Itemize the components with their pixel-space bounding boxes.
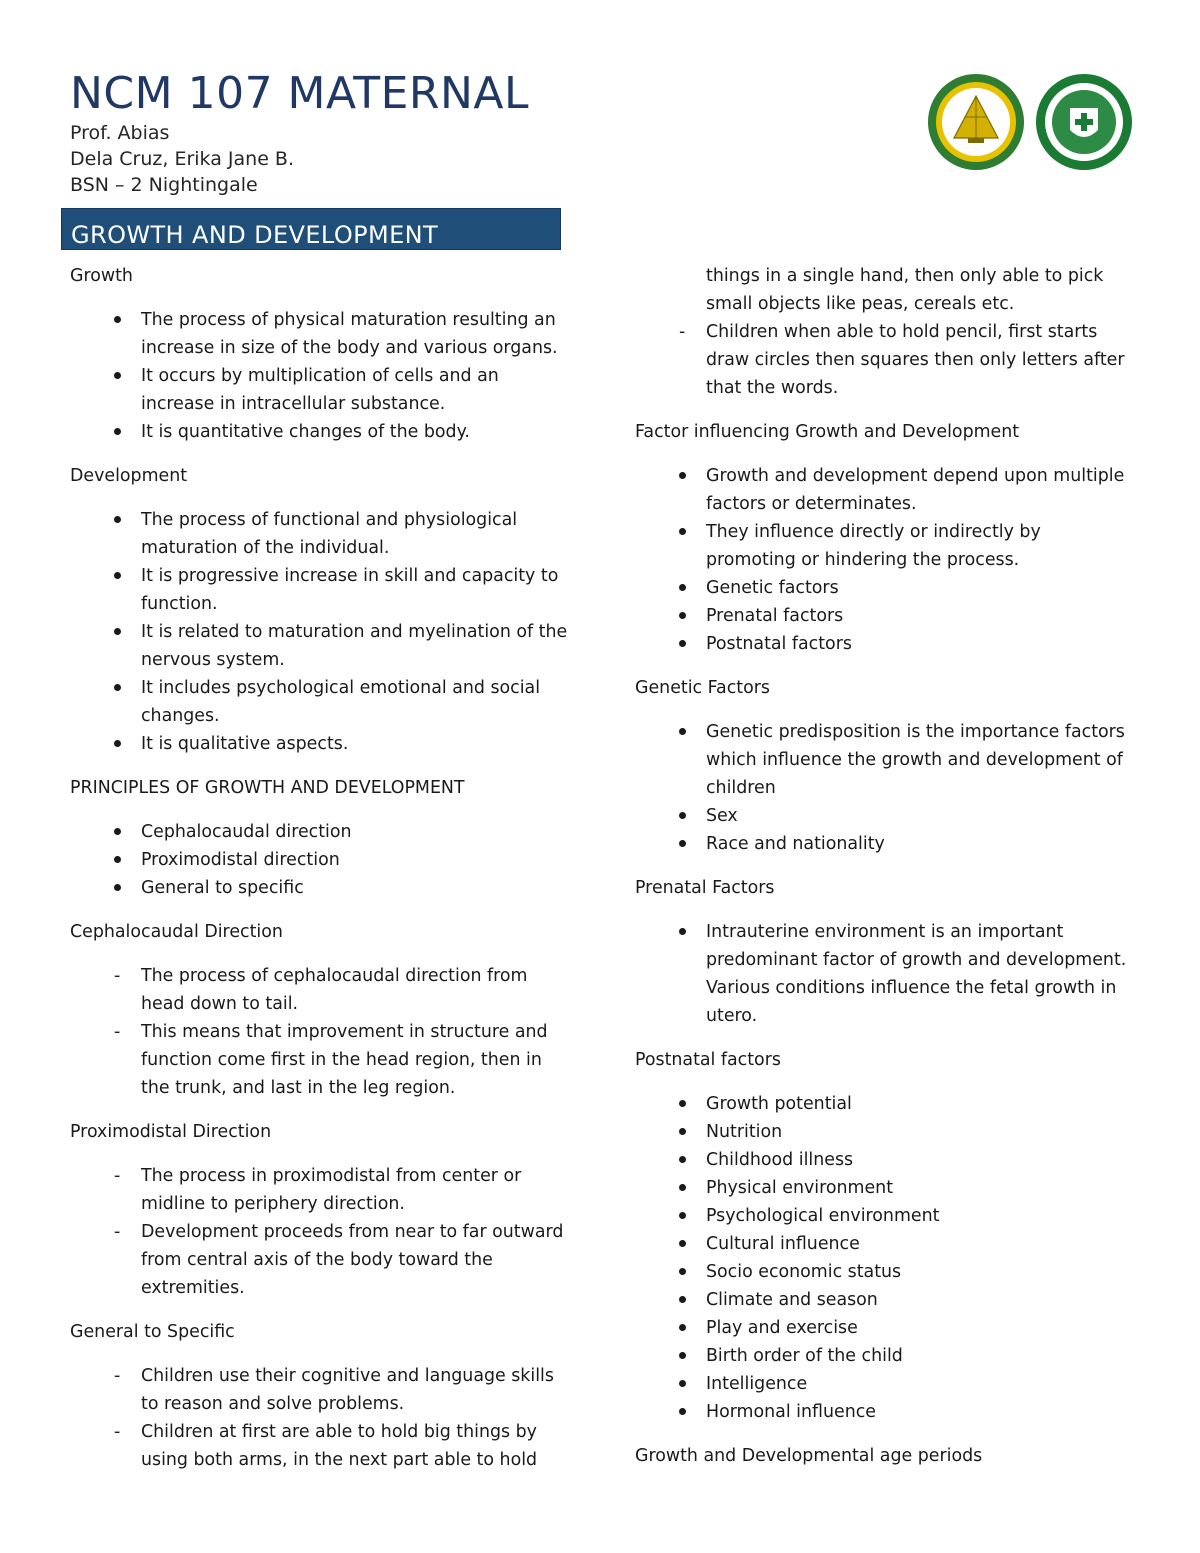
section-banner: GROWTH AND DEVELOPMENT <box>61 208 561 250</box>
section-heading-principles: PRINCIPLES OF GROWTH AND DEVELOPMENT <box>70 778 465 798</box>
right-column <box>635 262 1135 1486</box>
list-item: Intelligence <box>635 1370 1135 1398</box>
list-item: Childhood illness <box>635 1146 1135 1174</box>
list-item: Psychological environment <box>635 1202 1135 1230</box>
section-heading-factors: Factor influencing Growth and Development <box>635 422 1020 442</box>
list-item: Physical environment <box>635 1174 1135 1202</box>
professor-name: Prof. Abias <box>70 122 170 144</box>
list-item: Nutrition <box>635 1118 1135 1146</box>
list-item: Race and nationality <box>635 830 1135 858</box>
development-list <box>70 506 570 758</box>
section-heading-postnatal: Postnatal factors <box>635 1050 781 1070</box>
list-item: It is progressive increase in skill and capacity to function. <box>70 562 570 618</box>
list-item: Growth potential <box>635 1090 1135 1118</box>
section-heading-development: Development <box>70 466 188 486</box>
list-item: Socio economic status <box>635 1258 1135 1286</box>
section-heading-proximodistal: Proximodistal Direction <box>70 1122 272 1142</box>
list-item: - Children when able to hold pencil, first starts draw circles then squares then only letters after that the words. <box>635 318 1135 402</box>
list-item: It is quantitative changes of the body. <box>70 418 570 446</box>
section-heading-age-periods: Growth and Developmental age periods <box>635 1446 983 1466</box>
list-item: Intrauterine environment is an important predominant factor of growth and development. Various conditions influence the fetal growth in utero. <box>635 918 1135 1030</box>
list-item: Climate and season <box>635 1286 1135 1314</box>
student-section: BSN – 2 Nightingale <box>70 174 258 196</box>
list-item: It is qualitative aspects. <box>70 730 570 758</box>
list-item: Growth and development depend upon multiple factors or determinates. <box>635 462 1135 518</box>
list-item: - The process of cephalocaudal direction from head down to tail. <box>70 962 570 1018</box>
list-item: - The process in proximodistal from center or midline to periphery direction. <box>70 1162 570 1218</box>
document-header <box>70 68 529 198</box>
principles-list <box>70 818 570 902</box>
list-item: The process of physical maturation resulting an increase in size of the body and various organs. <box>70 306 570 362</box>
list-item: Proximodistal direction <box>70 846 570 874</box>
list-item: The process of functional and physiological maturation of the individual. <box>70 506 570 562</box>
list-item: Postnatal factors <box>635 630 1135 658</box>
left-column <box>70 262 570 1490</box>
list-item: It is related to maturation and myelination of the nervous system. <box>70 618 570 674</box>
list-item: - Children use their cognitive and language skills to reason and solve problems. <box>70 1362 570 1418</box>
list-item: Play and exercise <box>635 1314 1135 1342</box>
section-heading-genetic: Genetic Factors <box>635 678 770 698</box>
list-item: - Development proceeds from near to far outward from central axis of the body toward the extremities. <box>70 1218 570 1302</box>
growth-list <box>70 306 570 446</box>
list-item: It includes psychological emotional and social changes. <box>70 674 570 730</box>
nursing-department-seal-icon <box>1036 74 1132 170</box>
cephalocaudal-list <box>70 962 570 1102</box>
section-heading-prenatal: Prenatal Factors <box>635 878 775 898</box>
section-heading-growth: Growth <box>70 266 133 286</box>
general-to-specific-list-continued <box>635 318 1135 402</box>
list-item: It occurs by multiplication of cells and an increase in intracellular substance. <box>70 362 570 418</box>
continued-text: things in a single hand, then only able to pick small objects like peas, cereals etc. <box>706 266 1104 314</box>
list-item: General to specific <box>70 874 570 902</box>
proximodistal-list <box>70 1162 570 1302</box>
list-item: - This means that improvement in structure and function come first in the head region, then in the trunk, and last in the leg region. <box>70 1018 570 1102</box>
san-pablo-colleges-seal-icon <box>928 74 1024 170</box>
list-item: Prenatal factors <box>635 602 1135 630</box>
list-item: Sex <box>635 802 1135 830</box>
prenatal-list <box>635 918 1135 1030</box>
list-item: Hormonal influence <box>635 1398 1135 1426</box>
list-item: Cultural influence <box>635 1230 1135 1258</box>
list-item: - Children at first are able to hold big things by using both arms, in the next part able to hold <box>70 1418 570 1474</box>
factors-list <box>635 462 1135 658</box>
section-heading-general-to-specific: General to Specific <box>70 1322 235 1342</box>
general-to-specific-list <box>70 1362 570 1474</box>
list-item: Birth order of the child <box>635 1342 1135 1370</box>
list-item: Genetic predisposition is the importance factors which influence the growth and development of children <box>635 718 1135 802</box>
student-name: Dela Cruz, Erika Jane B. <box>70 148 294 170</box>
list-item: They influence directly or indirectly by promoting or hindering the process. <box>635 518 1135 574</box>
section-heading-cephalocaudal: Cephalocaudal Direction <box>70 922 283 942</box>
document-title: NCM 107 MATERNAL <box>70 68 529 119</box>
school-logos <box>926 72 1136 172</box>
postnatal-list <box>635 1090 1135 1426</box>
list-item: Genetic factors <box>635 574 1135 602</box>
list-item: Cephalocaudal direction <box>70 818 570 846</box>
genetic-list <box>635 718 1135 858</box>
